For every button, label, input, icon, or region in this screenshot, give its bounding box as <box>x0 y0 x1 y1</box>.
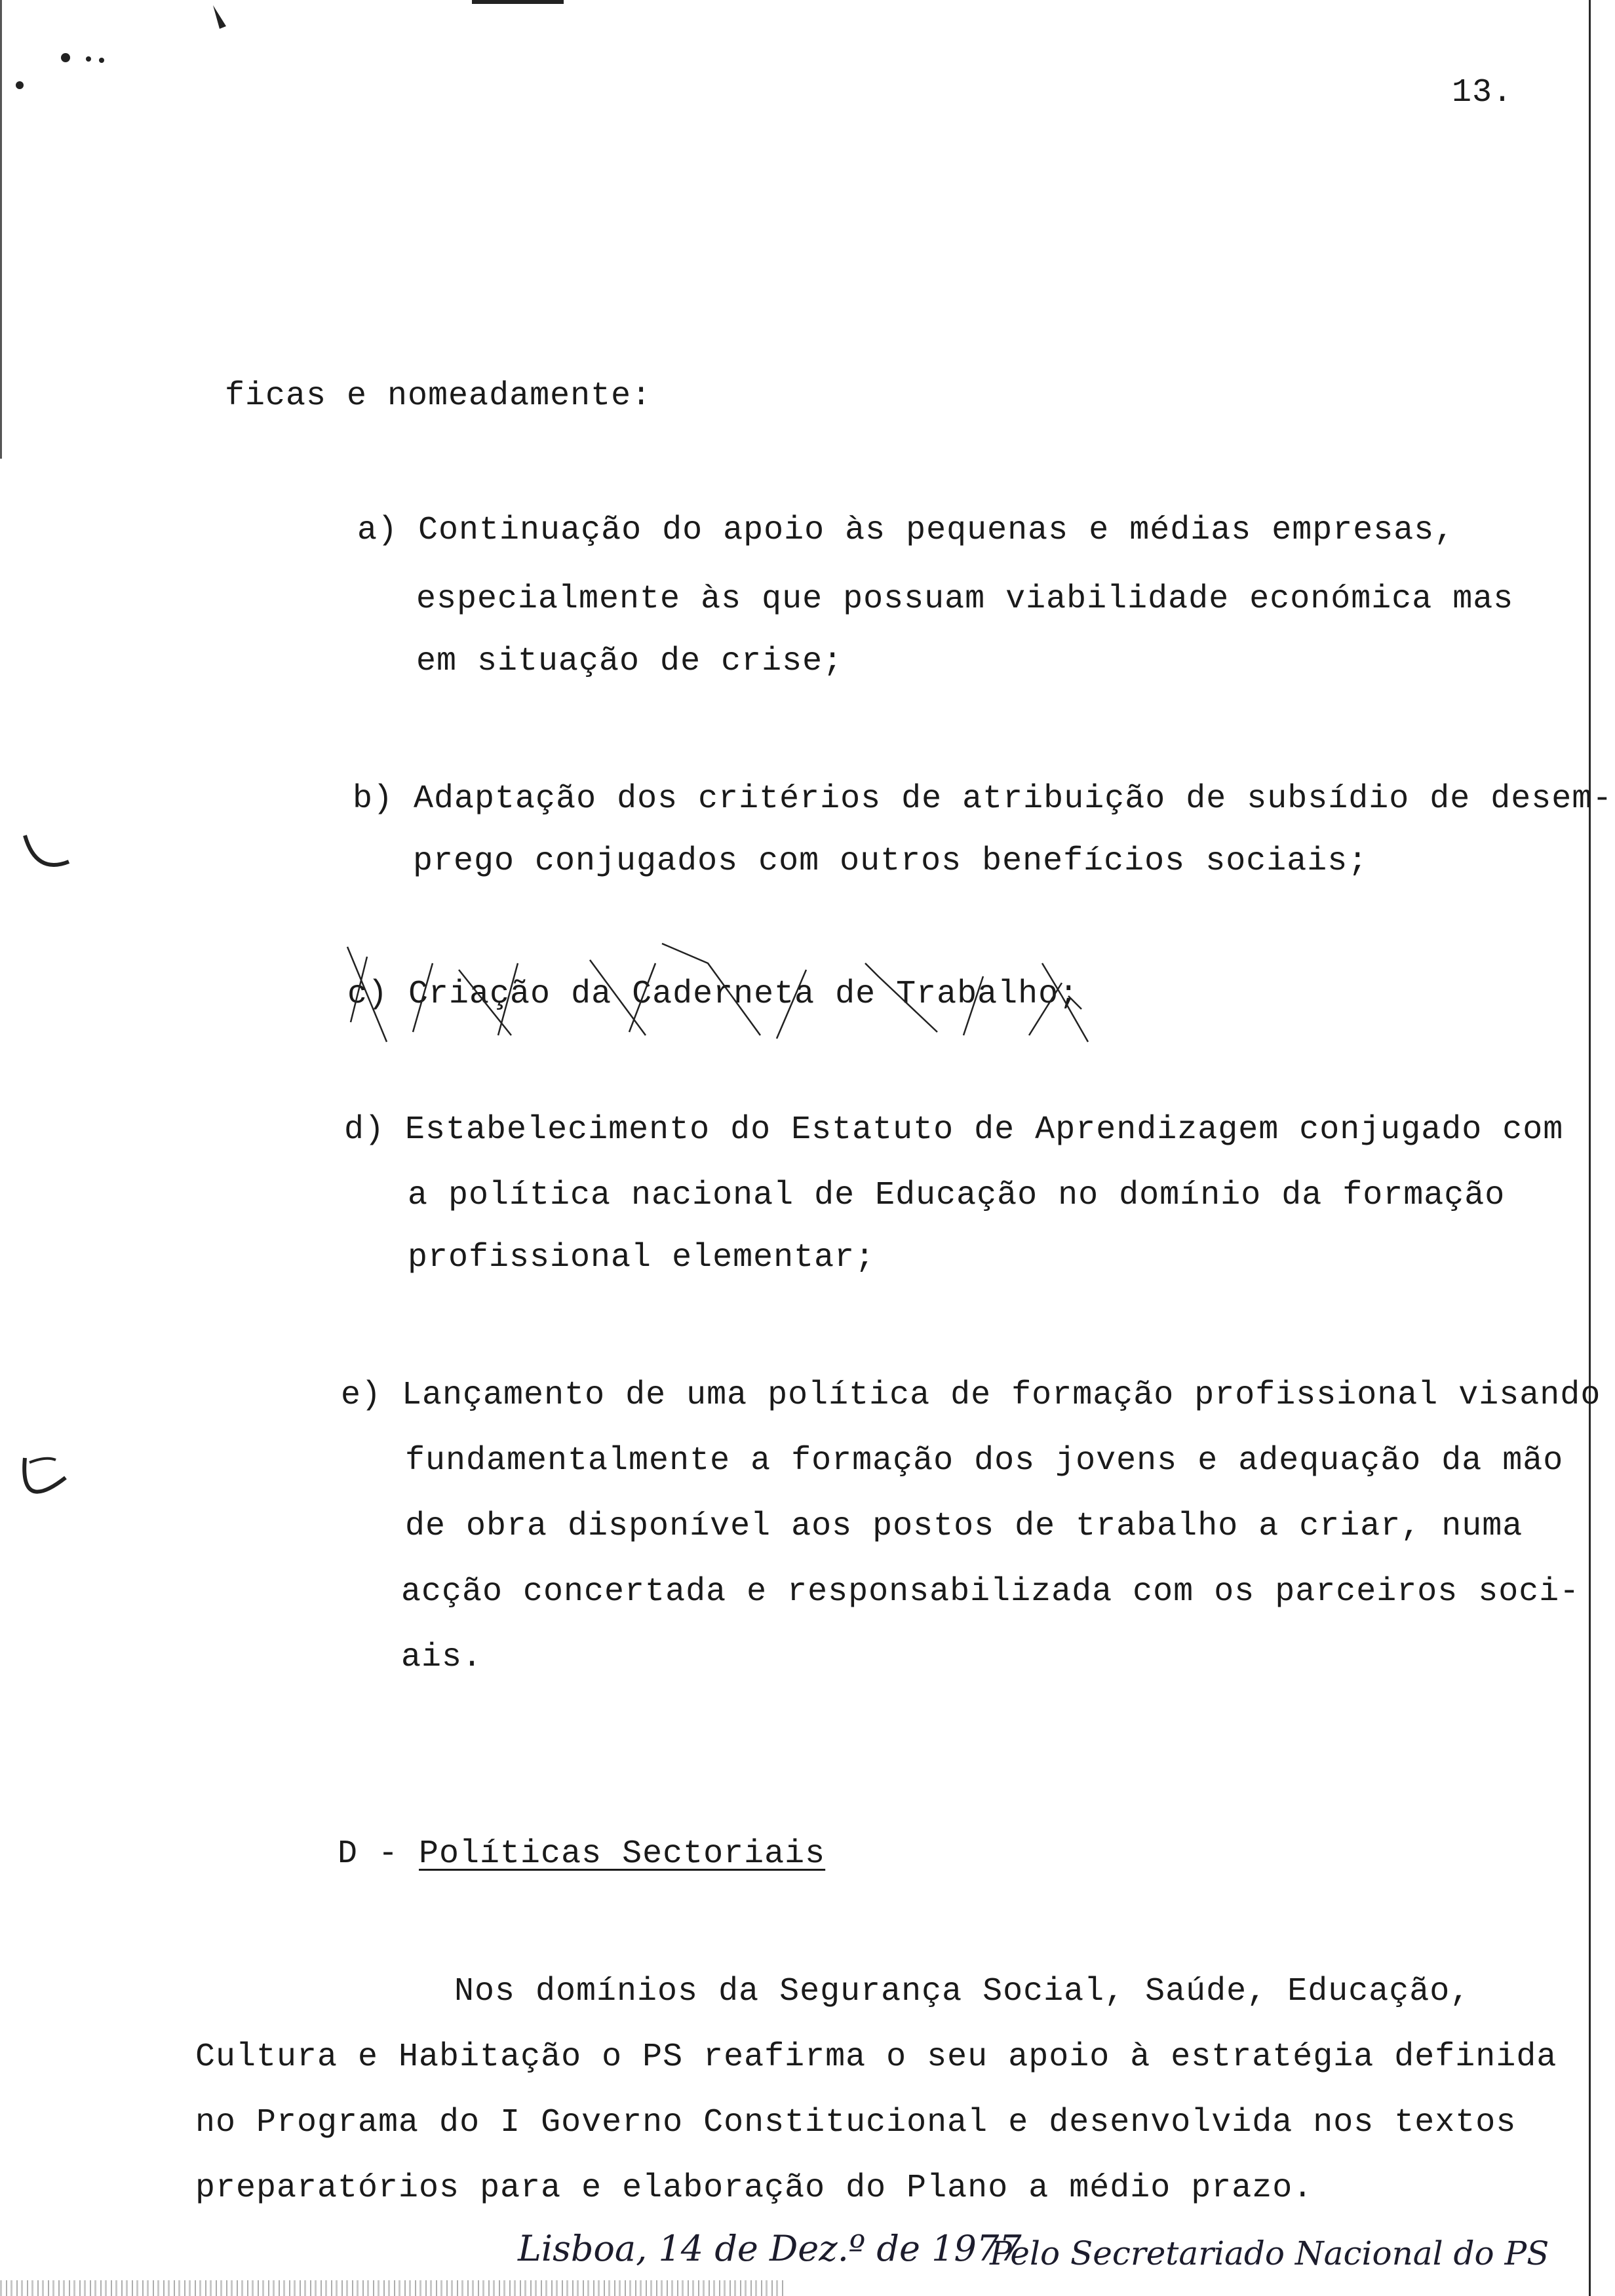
intro-line: ficas e nomeadamente: <box>225 377 652 415</box>
handwritten-signature: Pelo Secretariado Nacional do PS <box>990 2234 1549 2272</box>
list-item-e <box>341 1376 1601 1415</box>
list-item-b-line-2: prego conjugados com outros benefícios sociais; <box>413 843 1369 880</box>
list-item-b-line-1: Adaptação dos critérios de atribuição de subsídio de desem- <box>414 780 1613 818</box>
list-item-e-line-5: ais. <box>401 1639 483 1676</box>
list-marker-e: e) <box>341 1377 382 1414</box>
page-number: 13. <box>1452 74 1513 111</box>
list-item-a-line-3: em situação de crise; <box>416 643 844 680</box>
list-item-a-line-2: especialmente às que possuam viabilidade económica mas <box>416 581 1514 618</box>
list-item-c-line-1: Criação da Caderneta de Trabalho; <box>408 976 1080 1013</box>
list-item-e-line-3: de obra disponível aos postos de trabalho a criar, numa <box>405 1508 1523 1545</box>
paragraph-line-1: Nos domínios da Segurança Social, Saúde, Educação, <box>454 1973 1471 2010</box>
list-item-d-line-3: profissional elementar; <box>408 1239 876 1276</box>
list-item-a-line-1: Continuação do apoio às pequenas e médias empresas, <box>418 512 1455 549</box>
list-marker-c: c) <box>347 976 389 1013</box>
list-marker-b: b) <box>353 780 394 818</box>
list-item-d-line-1: Estabelecimento do Estatuto de Aprendizagem conjugado com <box>405 1111 1564 1149</box>
paragraph-line-2: Cultura e Habitação o PS reafirma o seu apoio à estratégia definida <box>195 2038 1557 2076</box>
section-title: Políticas Sectoriais <box>419 1835 826 1873</box>
list-marker-a: a) <box>357 512 399 549</box>
list-marker-d: d) <box>344 1111 385 1149</box>
list-item-e-line-4: acção concertada e responsabilizada com os parceiros soci- <box>401 1573 1580 1611</box>
section-heading <box>338 1835 825 1874</box>
list-item-e-line-1: Lançamento de uma política de formação profissional visando <box>402 1377 1601 1414</box>
handwritten-place-date: Lisboa, 14 de Dez.º de 1977 <box>518 2228 1022 2269</box>
paragraph-line-3: no Programa do I Governo Constitucional e desenvolvida nos textos <box>195 2104 1517 2141</box>
list-item-d <box>344 1111 1563 1150</box>
scan-noise-strip <box>0 2280 787 2296</box>
list-item-e-line-2: fundamentalmente a formação dos jovens e adequação da mão <box>405 1442 1564 1480</box>
list-item-d-line-2: a política nacional de Educação no domínio da formação <box>408 1177 1506 1214</box>
section-letter: D - <box>338 1835 399 1873</box>
paragraph-line-4: preparatórios para e elaboração do Plano a médio prazo. <box>195 2170 1313 2207</box>
